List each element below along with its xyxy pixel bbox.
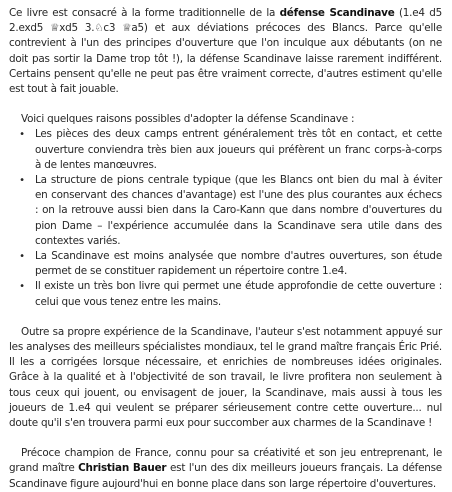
list-item [9, 249, 442, 279]
list-item [9, 279, 442, 309]
author-text-end: est l'un des dix meilleurs joueurs français. La défense Scandinave figure aujourd'hui en bonne place dans son large répertoire d'ouvertures. [9, 462, 442, 490]
author-paragraph [9, 446, 442, 492]
intro-text-end: (1.e4 d5 2.exd5 ♕xd5 3.♘c3 ♕a5) et aux déviations précoces des Blancs. Parce qu'elle contrevient à l'un des principes d'ouverture que l'on inculque aux débutants (on ne doit pas sortir la Dame trop tôt !), la défense Scandinave laisse rarement indifférent. Certains pensent qu'elle ne peut pas être vraiment correcte, d'autres estiment qu'elle est tout à fait jouable. [9, 7, 442, 96]
bullet-icon: • [19, 251, 25, 263]
reasons-list [9, 127, 442, 309]
author-name-bold: Christian Bauer [78, 462, 167, 475]
list-item-text: Il existe un très bon livre qui permet une étude approfondie de cette ouverture : celui que vous tenez entre les mains. [35, 280, 442, 308]
reasons-heading: Voici quelques raisons possibles d'adopter la défense Scandinave : [21, 113, 355, 126]
list-item [9, 127, 442, 173]
bullet-icon: • [19, 129, 25, 141]
bullet-icon: • [19, 281, 25, 293]
intro-text-start: Ce livre est consacré à la forme traditionnelle de la [9, 7, 280, 19]
opening-name-bold: défense Scandinave [279, 7, 395, 19]
list-item [9, 173, 442, 249]
list-item-text: Les pièces des deux camps entrent généralement très tôt en contact, et cette ouverture conviendra très bien aux joueurs qui préfèrent un franc corps-à-corps à de lentes manœuvres. [35, 128, 442, 171]
list-item-text: La Scandinave est moins analysée que nombre d'autres ouvertures, son étude permet de se constituer rapidement un répertoire contre 1.e4. [35, 250, 442, 278]
author-text-start: Précoce champion de France, connu pour sa créativité et son jeu entreprenant, le grand maître [9, 447, 442, 475]
list-item-text: La structure de pions centrale typique (que les Blancs ont bien du mal à éviter en conservant des chances d'avantage) est l'une des plus courantes aux échecs : on la retrouve aussi bien dans la Caro-Kann que dans nombre d'ouvertures du pion Dame – l'expérience accumulée dans la Scandinave sera utile dans des contextes variés. [35, 174, 442, 247]
analysis-paragraph: Outre sa propre expérience de la Scandinave, l'auteur s'est notamment appuyé sur les analyses des meilleurs spécialistes mondiaux, tel le grand maître français Éric Prié. Il les a corrigées lorsque nécessaire, et enrichies de nombreuses idées originales. Grâce à la qualité et à l'objectivité de son travail, le livre profitera non seulement à tous ceux qui jouent, ou envisagent de jouer, la Scandinave, mais aussi à tous les joueurs de 1.e4 qui veulent se préparer sérieusement contre cette ouverture... nul doute qu'il s'en trouvera parmi eux pour succomber aux charmes de la Scandinave ! [9, 325, 442, 430]
bullet-icon: • [19, 175, 25, 187]
intro-paragraph [9, 6, 442, 97]
